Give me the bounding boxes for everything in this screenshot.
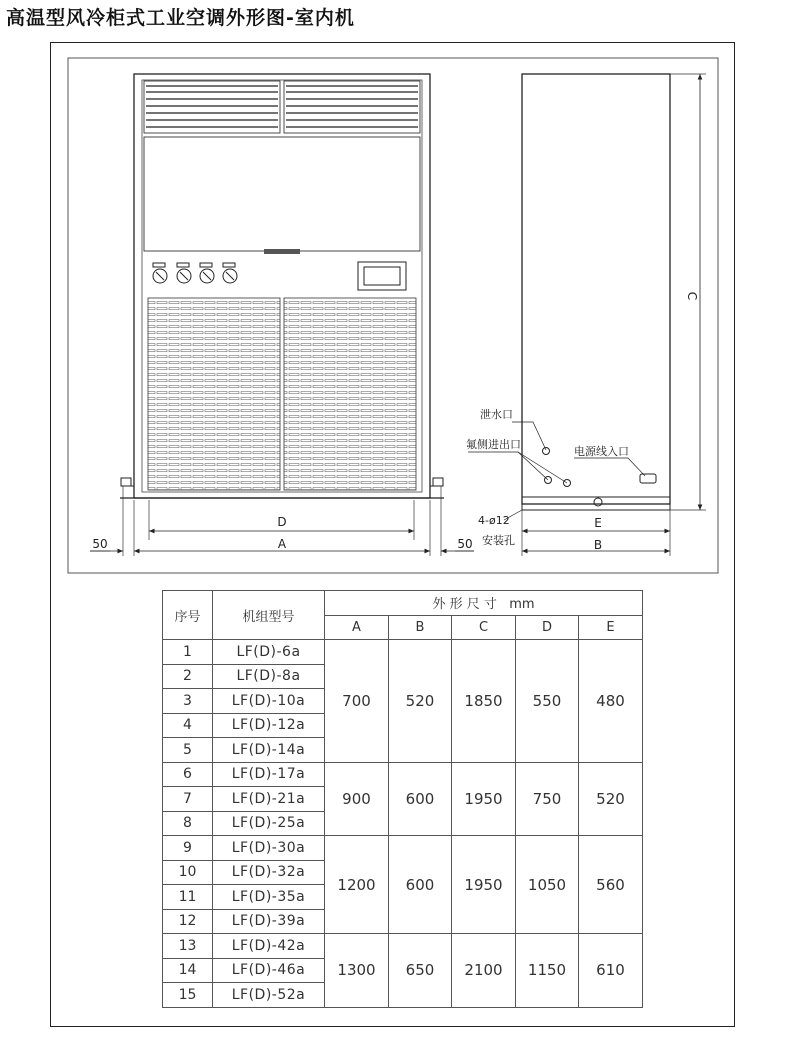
row-model: LF(D)-52a <box>213 983 325 1008</box>
row-model: LF(D)-10a <box>213 689 325 714</box>
col-index-header: 序号 <box>163 591 213 640</box>
col-c-header: C <box>452 615 516 640</box>
table-row <box>163 762 643 787</box>
group-1-d: 550 <box>516 640 579 763</box>
right-offset-label: 50 <box>457 537 473 551</box>
dim-b-label: B <box>593 538 603 552</box>
row-index: 12 <box>163 909 213 934</box>
row-model: LF(D)-25a <box>213 811 325 836</box>
table-row <box>163 836 643 861</box>
row-index: 3 <box>163 689 213 714</box>
group-3-e: 560 <box>579 836 643 934</box>
group-4-e: 610 <box>579 934 643 1008</box>
side-view <box>466 74 706 556</box>
group-1-a: 700 <box>325 640 389 763</box>
row-index: 2 <box>163 664 213 689</box>
dim-c-label: C <box>685 291 699 301</box>
left-offset-label: 50 <box>92 537 108 551</box>
controller-display <box>358 262 406 290</box>
spec-table <box>162 590 643 1008</box>
drain-label: 泄水口 <box>480 408 513 421</box>
drain-port <box>543 448 550 455</box>
group-1-b: 520 <box>389 640 452 763</box>
group-3-c: 1950 <box>452 836 516 934</box>
power-label: 电源线入口 <box>574 445 629 458</box>
group-2-b: 600 <box>389 762 452 836</box>
row-index: 6 <box>163 762 213 787</box>
row-model: LF(D)-12a <box>213 713 325 738</box>
table-row <box>163 640 643 665</box>
row-index: 5 <box>163 738 213 763</box>
dim-d-label: D <box>277 515 287 529</box>
side-outline <box>522 74 670 504</box>
row-model: LF(D)-46a <box>213 958 325 983</box>
row-index: 1 <box>163 640 213 665</box>
col-d-header: D <box>516 615 579 640</box>
group-2-d: 750 <box>516 762 579 836</box>
col-e-header: E <box>579 615 643 640</box>
group-2-e: 520 <box>579 762 643 836</box>
row-model: LF(D)-42a <box>213 934 325 959</box>
group-4-d: 1150 <box>516 934 579 1008</box>
row-model: LF(D)-8a <box>213 664 325 689</box>
holes-text: 安装孔 <box>482 534 515 547</box>
row-model: LF(D)-32a <box>213 860 325 885</box>
row-model: LF(D)-6a <box>213 640 325 665</box>
group-2-c: 1950 <box>452 762 516 836</box>
group-4-a: 1300 <box>325 934 389 1008</box>
refrigerant-label: 氟侧进出口 <box>466 438 521 451</box>
row-model: LF(D)-14a <box>213 738 325 763</box>
row-index: 15 <box>163 983 213 1008</box>
row-model: LF(D)-30a <box>213 836 325 861</box>
group-2-a: 900 <box>325 762 389 836</box>
front-view <box>90 74 474 556</box>
left-grille <box>148 298 280 490</box>
row-model: LF(D)-35a <box>213 885 325 910</box>
dim-a-label: A <box>277 537 287 551</box>
col-a-header: A <box>325 615 389 640</box>
group-3-a: 1200 <box>325 836 389 934</box>
row-index: 11 <box>163 885 213 910</box>
right-foot <box>433 478 443 486</box>
group-4-b: 650 <box>389 934 452 1008</box>
row-model: LF(D)-21a <box>213 787 325 812</box>
row-index: 8 <box>163 811 213 836</box>
table-row <box>163 934 643 959</box>
power-inlet <box>640 474 656 483</box>
left-foot <box>121 478 131 486</box>
row-index: 10 <box>163 860 213 885</box>
dimension-group-header: 外 形 尺 寸 mm <box>325 591 643 616</box>
row-index: 7 <box>163 787 213 812</box>
group-3-b: 600 <box>389 836 452 934</box>
mount-hole <box>594 498 602 506</box>
col-b-header: B <box>389 615 452 640</box>
group-4-c: 2100 <box>452 934 516 1008</box>
right-grille <box>284 298 416 490</box>
row-model: LF(D)-17a <box>213 762 325 787</box>
group-1-e: 480 <box>579 640 643 763</box>
col-model-header: 机组型号 <box>213 591 325 640</box>
row-index: 13 <box>163 934 213 959</box>
nameplate <box>264 249 300 254</box>
group-3-d: 1050 <box>516 836 579 934</box>
row-index: 14 <box>163 958 213 983</box>
page-title: 高温型风冷柜式工业空调外形图-室内机 <box>6 7 355 29</box>
row-model: LF(D)-39a <box>213 909 325 934</box>
group-1-c: 1850 <box>452 640 516 763</box>
dim-e-label: E <box>594 516 602 530</box>
top-louvers <box>144 81 420 133</box>
row-index: 9 <box>163 836 213 861</box>
upper-panel <box>144 137 420 251</box>
gauges <box>153 263 237 283</box>
holes-label: 4-ø12 <box>478 514 510 527</box>
row-index: 4 <box>163 713 213 738</box>
